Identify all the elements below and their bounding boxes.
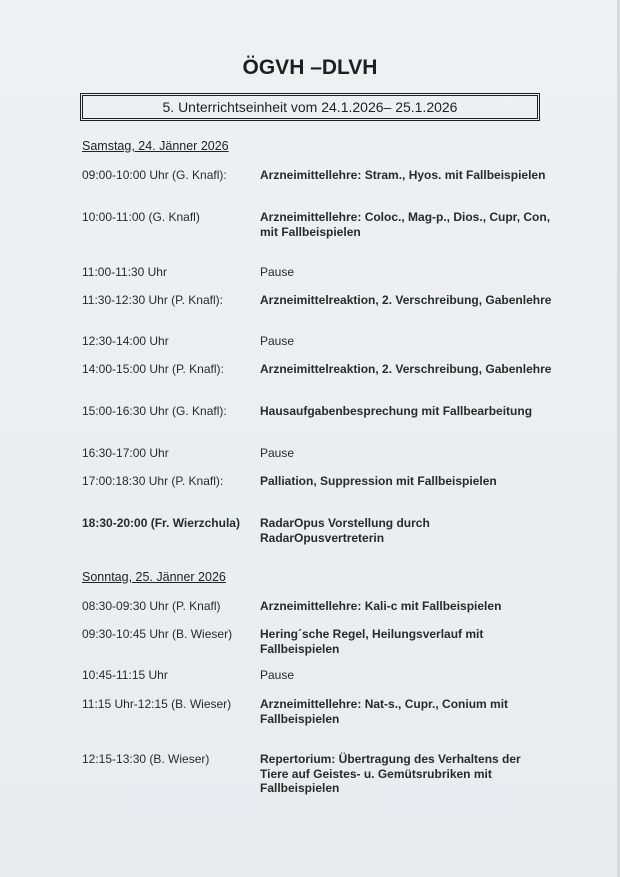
- entry-description: Arzneimittellehre: Coloc., Mag-p., Dios., Cupr, Con, mit Fallbeispielen: [260, 210, 551, 239]
- day-heading-sunday: Sonntag, 25. Jänner 2026: [82, 570, 226, 584]
- entry-time: 11:00-11:30 Uhr: [82, 265, 167, 279]
- document-title: ÖGVH –DLVH: [242, 56, 378, 79]
- entry-description: Hausaufgabenbesprechung mit Fallbearbeitung: [260, 404, 533, 418]
- entry-description: Arzneimittellehre: Stram., Hyos. mit Fallbeispielen: [260, 168, 546, 182]
- entry-time: 16:30-17:00 Uhr: [82, 446, 169, 460]
- day-heading-saturday: Samstag, 24. Jänner 2026: [82, 139, 229, 153]
- entry-description: Pause: [260, 668, 295, 682]
- entry-description: Repertorium: Übertragung des Verhaltens der Tiere auf Geistes- u. Gemütsrubriken mit Fallbeispielen: [260, 752, 521, 795]
- entry-description: Arzneimittelreaktion, 2. Verschreibung, Gabenlehre: [260, 362, 552, 376]
- entry-description: Hering´sche Regel, Heilungsverlauf mit Fallbeispielen: [260, 627, 484, 656]
- entry-time: 10:45-11:15 Uhr: [82, 668, 168, 682]
- entry-time: 15:00-16:30 Uhr (G. Knafl):: [82, 404, 227, 418]
- entry-description: Arzneimittellehre: Kali-c mit Fallbeispielen: [260, 599, 502, 613]
- entry-description: Arzneimittellehre: Nat-s., Cupr., Conium mit Fallbeispielen: [260, 697, 509, 726]
- unit-heading-box: 5. Unterrichtseinheit vom 24.1.2026– 25.1.2026: [80, 93, 540, 121]
- entry-time: 18:30-20:00 (Fr. Wierzchula): [82, 516, 240, 530]
- entry-description: Palliation, Suppression mit Fallbeispielen: [260, 474, 497, 488]
- entry-time: 12:15-13:30 (B. Wieser): [82, 752, 210, 766]
- entry-description: Pause: [260, 446, 295, 460]
- entry-time: 14:00-15:00 Uhr (P. Knafl):: [82, 362, 224, 376]
- entry-description: RadarOpus Vorstellung durch RadarOpusvertreterin: [260, 516, 430, 545]
- entry-time: 08:30-09:30 Uhr (P. Knafl): [82, 599, 221, 613]
- entry-description: Pause: [260, 265, 295, 279]
- entry-time: 17:00:18:30 Uhr (P. Knafl):: [82, 474, 224, 488]
- entry-time: 09:00-10:00 Uhr (G. Knafl):: [82, 168, 227, 182]
- entry-time: 12:30-14:00 Uhr: [82, 334, 169, 348]
- entry-time: 11:30-12:30 Uhr (P. Knafl):: [82, 293, 223, 307]
- entry-description: Arzneimittelreaktion, 2. Verschreibung, Gabenlehre: [260, 293, 552, 307]
- entry-description: Pause: [260, 334, 295, 348]
- entry-time: 11:15 Uhr-12:15 (B. Wieser): [82, 697, 232, 711]
- entry-time: 09:30-10:45 Uhr (B. Wieser): [82, 627, 233, 641]
- entry-time: 10:00-11:00 (G. Knafl): [82, 210, 200, 224]
